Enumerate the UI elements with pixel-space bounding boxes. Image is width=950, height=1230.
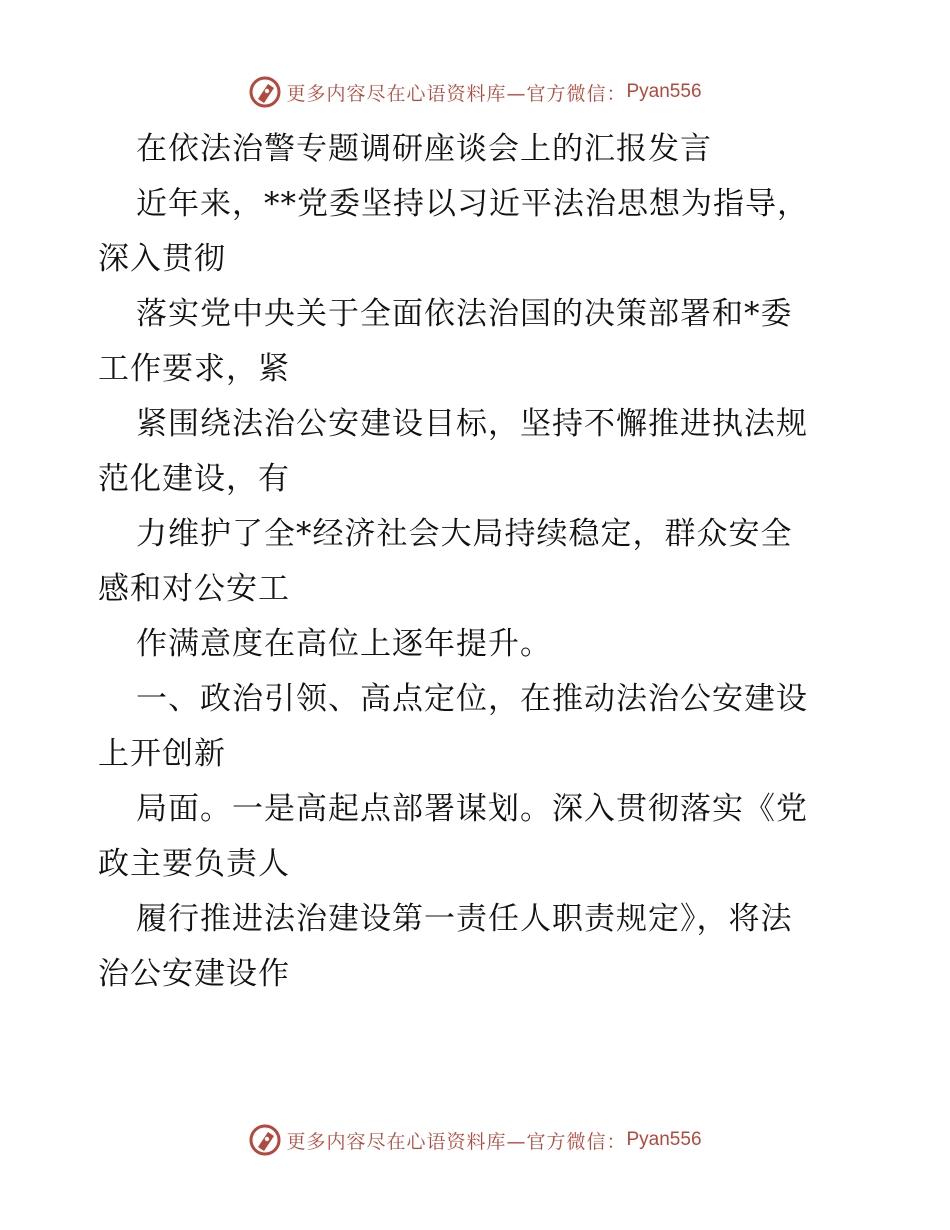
section-heading-line: 一、政治引领、高点定位，在推动法治公安建设 bbox=[136, 681, 808, 717]
paragraph-line: 局面。一是高起点部署谋划。深入贯彻落实《党 bbox=[136, 791, 808, 827]
paragraph-line: 落实党中央关于全面依法治国的决策部署和*委 bbox=[136, 296, 793, 332]
pen-nib-circle-icon bbox=[248, 1123, 282, 1157]
paragraph-line: 履行推进法治建设第一责任人职责规定》，将法 bbox=[136, 901, 793, 937]
paragraph-line: 紧围绕法治公安建设目标，坚持不懈推进执法规 bbox=[136, 406, 808, 442]
watermark-text: 更多内容尽在心语资料库—官方微信： bbox=[286, 82, 627, 105]
paragraph-line: 作满意度在高位上逐年提升。 bbox=[136, 626, 552, 662]
watermark-wechat-id: Pyan556 bbox=[626, 1129, 702, 1150]
paragraph-line: 深入贯彻 bbox=[98, 241, 226, 277]
watermark-wechat-id: Pyan556 bbox=[626, 81, 702, 102]
watermark-text: 更多内容尽在心语资料库—官方微信： bbox=[286, 1130, 627, 1153]
paragraph-line: 治公安建设作 bbox=[98, 956, 290, 992]
paragraph-line: 感和对公安工 bbox=[98, 571, 290, 607]
header-watermark bbox=[0, 72, 950, 112]
paragraph-line: 工作要求，紧 bbox=[98, 351, 290, 387]
paragraph-line: 近年来，**党委坚持以习近平法治思想为指导， bbox=[136, 186, 809, 222]
paragraph-line: 力维护了全*经济社会大局持续稳定，群众安全 bbox=[136, 516, 793, 552]
pen-nib-circle-icon bbox=[248, 75, 282, 109]
paragraph-line: 政主要负责人 bbox=[98, 846, 290, 882]
document-body bbox=[98, 122, 854, 1002]
section-heading-line: 上开创新 bbox=[98, 736, 226, 772]
paragraph-line: 范化建设，有 bbox=[98, 461, 290, 497]
footer-watermark bbox=[0, 1120, 950, 1160]
document-title: 在依法治警专题调研座谈会上的汇报发言 bbox=[136, 131, 712, 167]
